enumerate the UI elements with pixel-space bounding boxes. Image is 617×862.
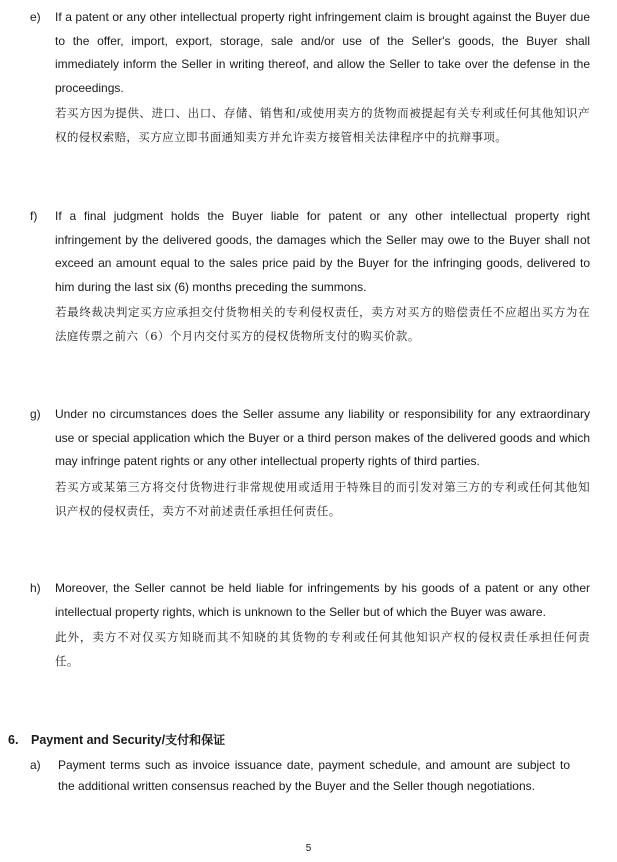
clause-letter: f) [30,209,38,223]
section-number: 6. [8,733,19,747]
clause-g [30,403,590,523]
clause-f [30,205,590,348]
clause-chinese-text: 若买方或某第三方将交付货物进行非常规使用或适用于特殊目的而引发对第三方的专利或任何其他知识产权的侵权责任，卖方不对前述责任承担任何责任。 [55,479,590,518]
section-title-english: Payment and Security/ [31,733,166,747]
section-title-chinese: 支付和保证 [165,733,226,747]
clause-body [55,6,590,149]
clause-letter: e) [30,10,41,24]
section-clause-a [30,755,570,796]
clause-chinese-text: 若最终裁决判定买方应承担交付货物相关的专利侵权责任，卖方对买方的赔偿责任不应超出买方为在法庭传票之前六（6）个月内交付买方的侵权货物所支付的购买价款。 [55,305,590,344]
section-heading [8,730,225,750]
clause-body [55,205,590,348]
clause-letter: a) [30,758,41,772]
clause-e [30,6,590,149]
clause-chinese-text: 此外，卖方不对仅买方知晓而其不知晓的其货物的专利或任何其他知识产权的侵权责任承担任何责任。 [55,630,590,669]
clause-chinese-text: 若买方因为提供、进口、出口、存储、销售和/或使用卖方的货物而被提起有关专利或任何其他知识产权的侵权索赔，买方应立即书面通知卖方并允许卖方接管相关法律程序中的抗辩事项。 [55,106,590,145]
clause-h [30,577,590,673]
clause-english-text: Under no circumstances does the Seller assume any liability or responsibility for any extraordinary use or special application which the Buyer or a third person makes of the delivered goods and which may infringe patent rights or any other intellectual property rights of third parties. [55,407,590,469]
clause-body [55,577,590,673]
clause-letter: h) [30,581,41,595]
clause-body [55,403,590,523]
page-number: 5 [305,843,312,854]
clause-letter: g) [30,407,41,421]
clause-english-text: Payment terms such as invoice issuance date, payment schedule, and amount are subject to the additional written consensus reached by the Buyer and the Seller though negotiations. [58,758,570,793]
clause-english-text: If a patent or any other intellectual property right infringement claim is brought against the Buyer due to the offer, import, export, storage, sale and/or use of the Seller's goods, the Buyer shall immediately inform the Seller in writing thereof, and allow the Seller to take over the defense in the proceedings. [55,10,590,95]
clause-english-text: Moreover, the Seller cannot be held liable for infringements by his goods of a patent or any other intellectual property rights, which is unknown to the Seller but of which the Buyer was aware. [55,581,590,619]
clause-english-text: If a final judgment holds the Buyer liable for patent or any other intellectual property right infringement by the delivered goods, the damages which the Seller may owe to the Buyer shall not exceed an amount equal to the sales price paid by the Buyer for the infringing goods, delivered to him during the last six (6) months preceding the summons. [55,209,590,294]
